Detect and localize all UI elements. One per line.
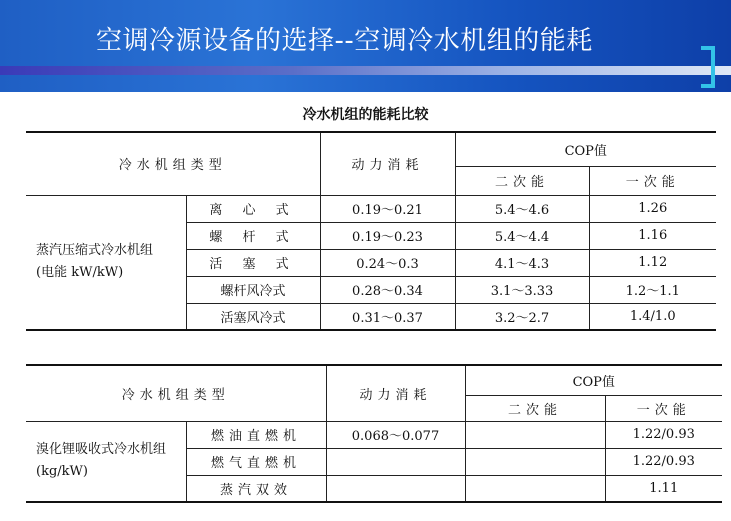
group-label: 溴化锂吸收式冷水机组(kg/kW) (26, 421, 186, 502)
secondary-energy-header: 二次能 (465, 395, 605, 421)
row-power (326, 448, 465, 475)
row-secondary: 3.1～3.33 (455, 276, 589, 303)
row-type: 活塞风冷式 (186, 303, 320, 330)
table-row (26, 421, 722, 448)
row-power (326, 475, 465, 502)
row-secondary (465, 448, 605, 475)
row-type: 螺杆风冷式 (186, 276, 320, 303)
row-power: 0.31～0.37 (320, 303, 455, 330)
row-type: 燃油直燃机 (186, 421, 326, 448)
row-type: 燃气直燃机 (186, 448, 326, 475)
row-primary: 1.22/0.93 (605, 448, 722, 475)
row-primary: 1.22/0.93 (605, 421, 722, 448)
type-header: 冷水机组类型 (26, 365, 326, 421)
row-secondary: 3.2～2.7 (455, 303, 589, 330)
table-header-row (26, 132, 716, 166)
slide-header (0, 0, 731, 92)
group-label-cell (26, 195, 186, 330)
row-secondary: 5.4～4.6 (455, 195, 589, 222)
row-secondary: 5.4～4.4 (455, 222, 589, 249)
group-label: 蒸汽压缩式冷水机组 (36, 243, 154, 259)
row-type: 离 心 式 (186, 195, 320, 222)
power-header: 动力消耗 (326, 365, 465, 421)
row-type: 活 塞 式 (186, 249, 320, 276)
slide-title: 空调冷源设备的选择--空调冷水机组的能耗 (96, 26, 593, 56)
bracket-decoration-icon (701, 46, 715, 88)
secondary-energy-header: 二次能 (455, 166, 589, 195)
table-row (26, 195, 716, 222)
row-primary: 1.12 (589, 249, 716, 276)
table-header-row (26, 365, 722, 395)
cop-header: COP值 (465, 365, 722, 395)
table-caption: 冷水机组的能耗比较 (302, 107, 429, 123)
row-secondary (465, 421, 605, 448)
absorption-chiller-table (26, 364, 722, 503)
row-secondary: 4.1～4.3 (455, 249, 589, 276)
row-primary: 1.4/1.0 (589, 303, 716, 330)
row-type: 螺 杆 式 (186, 222, 320, 249)
row-power: 0.19～0.21 (320, 195, 455, 222)
header-band (0, 66, 731, 75)
type-header: 冷水机组类型 (26, 132, 320, 195)
row-primary: 1.11 (605, 475, 722, 502)
row-power: 0.24～0.3 (320, 249, 455, 276)
cop-header: COP值 (455, 132, 716, 166)
row-power: 0.28～0.34 (320, 276, 455, 303)
row-power: 0.19～0.23 (320, 222, 455, 249)
row-type: 蒸汽双效 (186, 475, 326, 502)
row-primary: 1.2～1.1 (589, 276, 716, 303)
electric-chiller-table (26, 131, 716, 331)
group-unit: (电能 kW/kW) (36, 265, 124, 281)
primary-energy-header: 一次能 (605, 395, 722, 421)
primary-energy-header: 一次能 (589, 166, 716, 195)
row-primary: 1.16 (589, 222, 716, 249)
row-secondary (465, 475, 605, 502)
row-power: 0.068～0.077 (326, 421, 465, 448)
power-header: 动力消耗 (320, 132, 455, 195)
row-primary: 1.26 (589, 195, 716, 222)
